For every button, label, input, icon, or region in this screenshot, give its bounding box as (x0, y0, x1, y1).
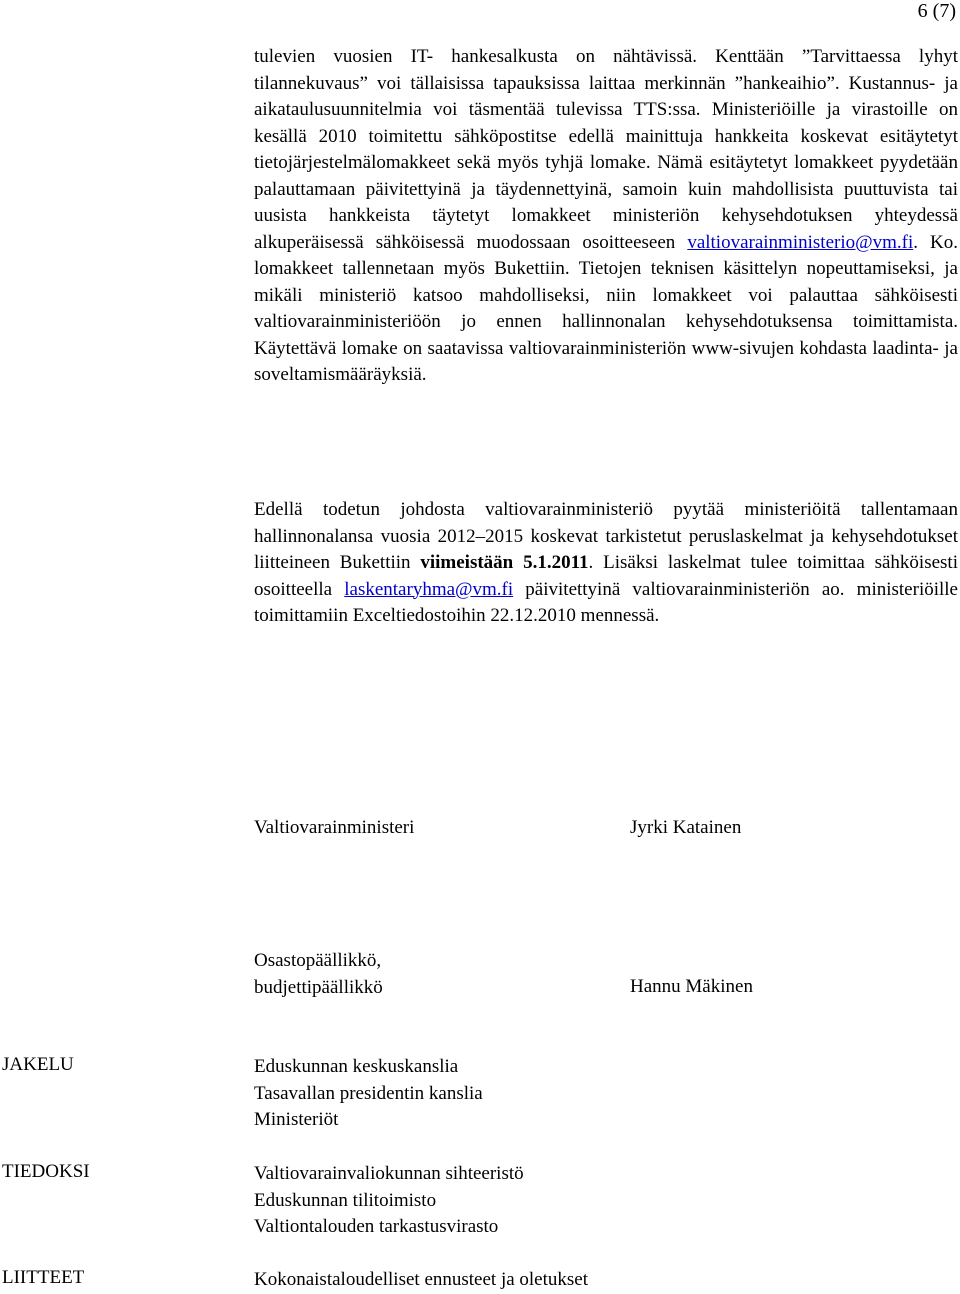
list-item: Eduskunnan keskuskanslia (254, 1056, 459, 1077)
paragraph-text: . Ko. lomakkeet tallennetaan myös Bukettiin. Tietojen teknisen käsittelyn nopeuttamiseksi, ja mikäli ministeriö katsoo mahdolliseksi, niin lomakkeet voi palauttaa sähköisesti valtiovarainministeriöön jo ennen hallinnonalan kehysehdotuksensa toimittamista. Käytettävä lomake on saatavissa valtiovarainministeriön www-sivujen kohdasta laadinta- ja soveltamismääräyksiä. (254, 231, 958, 385)
liitteet-list (254, 1267, 588, 1294)
paragraph-text: päivitettyinä valtiovarainministeriön ao. ministeriöille toimittamiin Exceltiedostoihin 22.12.2010 mennessä. (254, 578, 958, 626)
paragraph-request (254, 497, 958, 630)
email-link-valtiovarainministerio[interactable]: valtiovarainministerio@vm.fi (687, 231, 914, 253)
page-number: 6 (7) (917, 0, 956, 22)
signature-title-director (254, 948, 383, 1001)
list-item: Valtiovarainvaliokunnan sihteeristö (254, 1163, 524, 1184)
paragraph-text: Edellä todetun johdosta valtiovarainministeriö pyytää ministeriöitä tallentamaan hallinnonalansa vuosia 2012–2015 koskevat tarkistetut peruslaskelmat ja kehysehdotukset liitteineen Bukettiin (254, 499, 958, 573)
jakelu-label: JAKELU (2, 1054, 74, 1075)
signature-name-director: Hannu Mäkinen (630, 976, 753, 997)
list-item: Eduskunnan tilitoimisto (254, 1189, 437, 1211)
signature-title-line: Osastopäällikkö, (254, 950, 382, 971)
tiedoksi-list (254, 1161, 524, 1241)
jakelu-list (254, 1054, 483, 1134)
paragraph-text: tulevien vuosien IT- hankesalkusta on nähtävissä. Kenttään ”Tarvittaessa lyhyt tilannekuvaus” voi tällaisissa tapauksissa laittaa merkinnän ”hankeaihio”. Kustannus- ja aikataulusuunnitelmia voi täsmentää tulevissa TTS:ssa. Ministeriöille ja virastoille on kesällä 2010 toimitettu sähköpostitse edellä mainittuja hankkeita koskevat esitäytetyt tietojärjestelmälomakkeet sekä myös tyhjä lomake. Nämä esitäytetyt lomakkeet pyydetään palauttamaan päivitettyinä ja täydennettyinä, samoin kuin mahdollisista puuttuvista tai uusista hankkeista täytetyt lomakkeet ministeriön kehysehdotuksen yhteydessä alkuperäisessä sähköisessä muodossaan osoitteeseen (254, 46, 958, 253)
paragraph-text: . Lisäksi laskelmat tulee toimittaa sähköisesti osoitteella (254, 552, 958, 600)
email-link-laskentaryhma[interactable]: laskentaryhma@vm.fi (344, 578, 514, 600)
list-item: Tasavallan presidentin kanslia (254, 1082, 483, 1104)
list-item: Valtiontalouden tarkastusvirasto (254, 1216, 499, 1237)
list-item: Kokonaistaloudelliset ennusteet ja oletukset (254, 1269, 589, 1290)
signature-name-minister: Jyrki Katainen (630, 817, 742, 838)
signature-title-minister: Valtiovarainministeri (254, 817, 415, 838)
paragraph-it-projects (254, 44, 958, 389)
list-item: Ministeriöt (254, 1109, 339, 1130)
liitteet-label: LIITTEET (2, 1267, 85, 1288)
signature-title-line: budjettipäällikkö (254, 976, 383, 998)
deadline-text: viimeistään 5.1.2011 (420, 552, 589, 573)
tiedoksi-label: TIEDOKSI (2, 1161, 90, 1182)
